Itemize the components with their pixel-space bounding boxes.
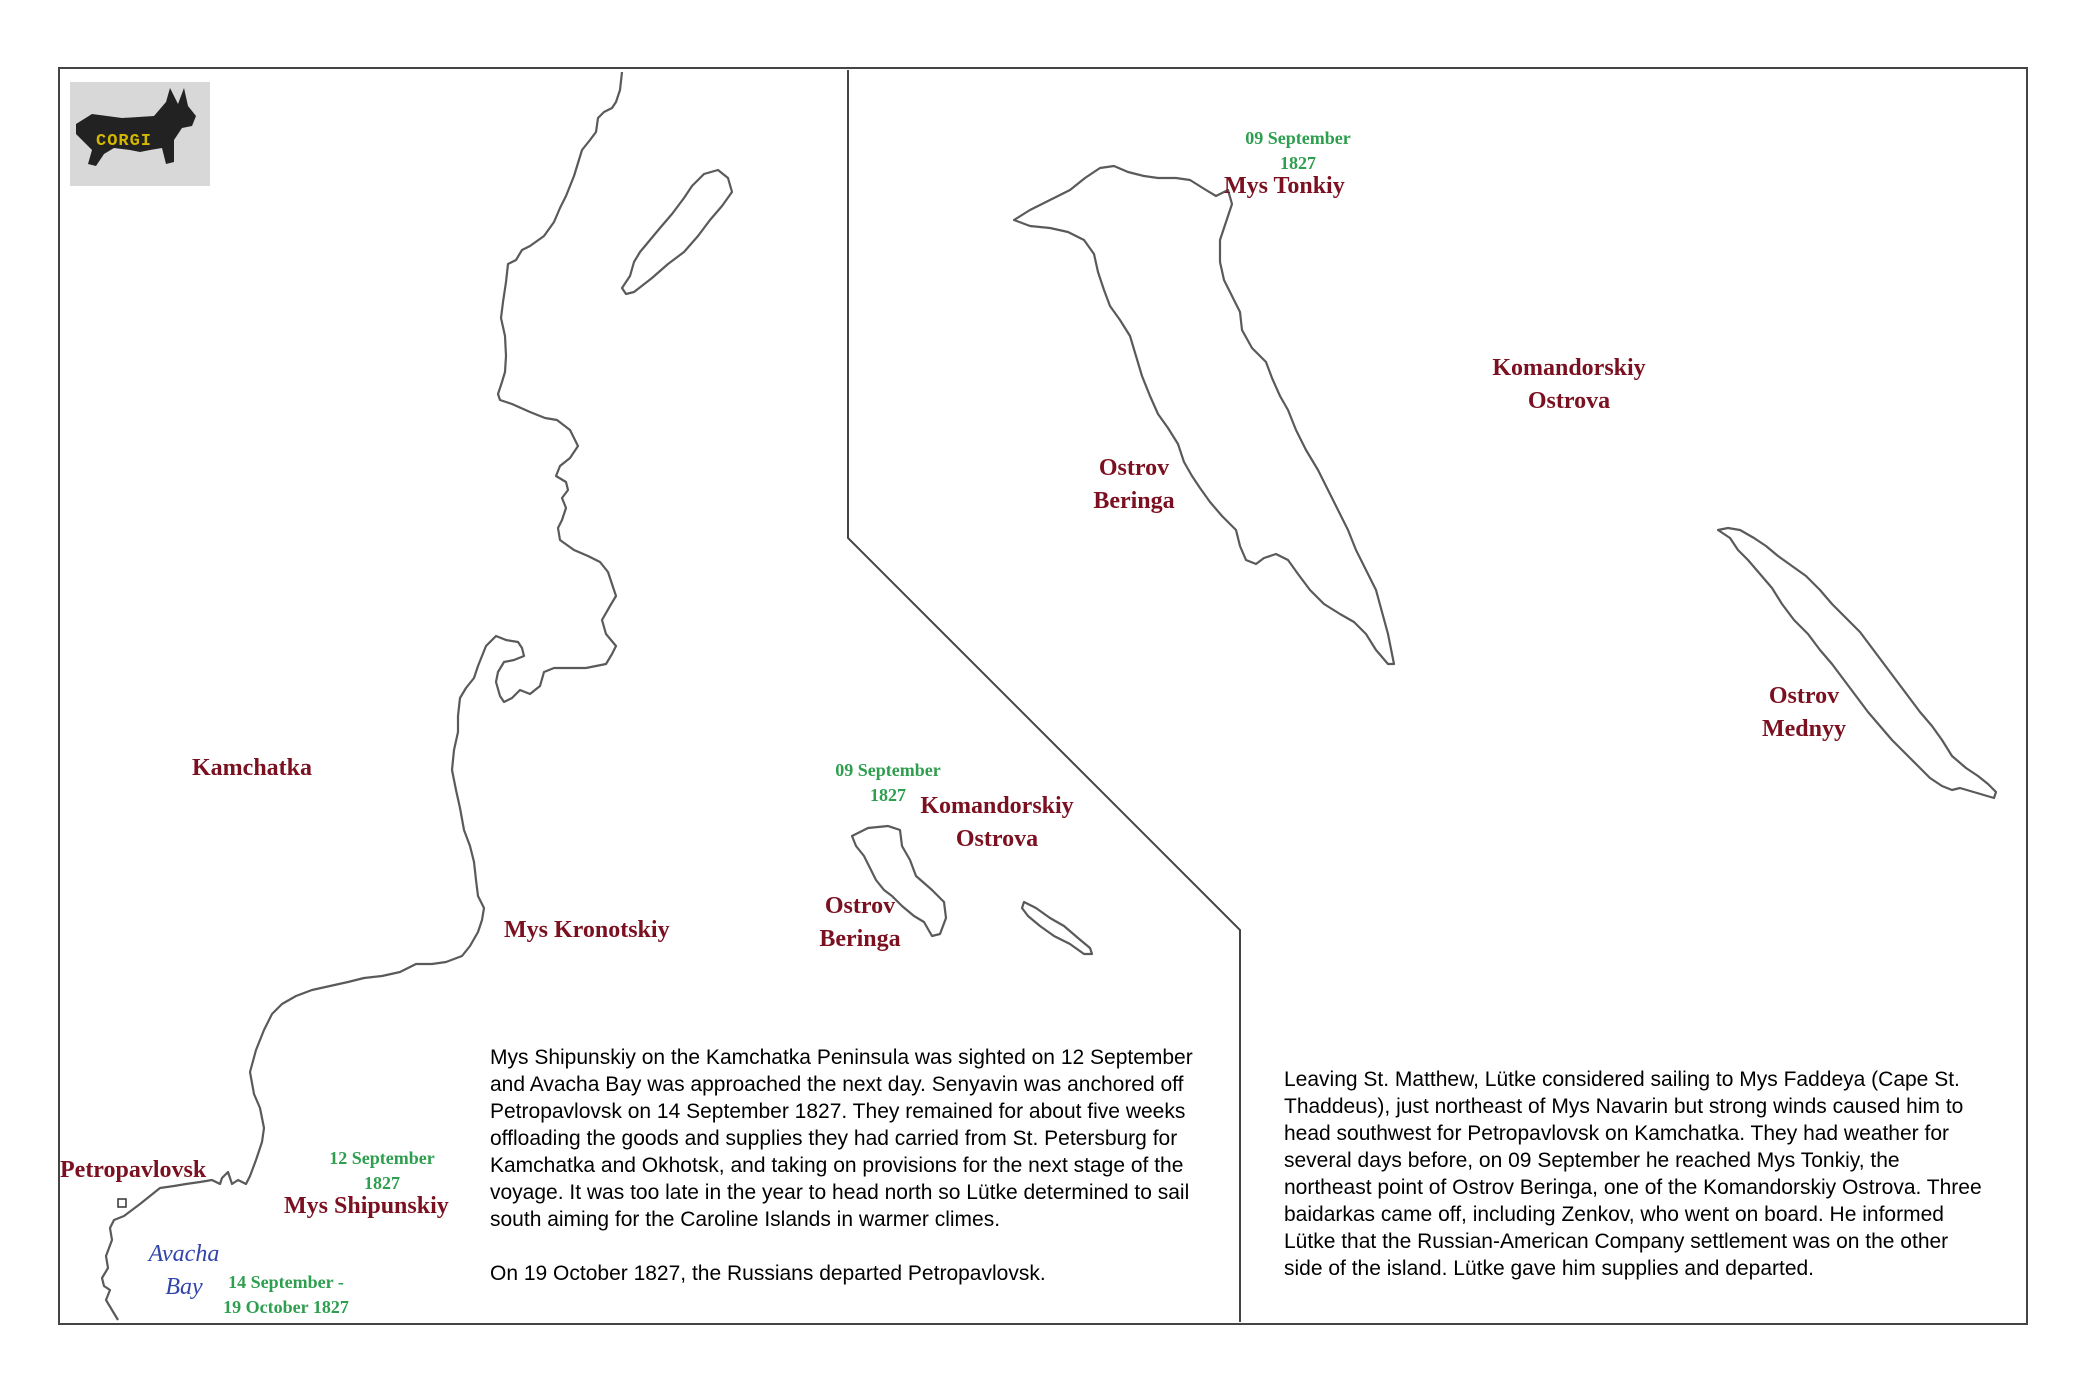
mednyy-island bbox=[1718, 528, 1996, 798]
label-komandorskiy-left-line1: Komandorskiy bbox=[920, 793, 1074, 819]
date-shipunskiy bbox=[320, 1146, 444, 1196]
label-komandorskiy-right bbox=[1484, 352, 1654, 418]
label-petropavlovsk: Petropavlovsk bbox=[60, 1157, 207, 1183]
date-shipunskiy-line2: 1827 bbox=[364, 1173, 400, 1193]
label-avacha-bay-line1: Avacha bbox=[148, 1241, 220, 1267]
label-beringa-right-line2: Beringa bbox=[1093, 488, 1175, 514]
left-narrative-paragraph-1: Mys Shipunskiy on the Kamchatka Peninsula was sighted on 12 September and Avacha Bay was approached the next day. Senyavin was anchored off Petropavlovsk on 14 September 1827. They remained for about five weeks offloading the goods and supplies they had carried from St. Petersburg for Kamchatka and Okhotsk, and taking on provisions for the next stage of the voyage. It was too late in the year to head north so Lütke determined to sail south aiming for the Caroline Islands in warmer climes. bbox=[490, 1046, 1193, 1231]
right-narrative-paragraph: Leaving St. Matthew, Lütke considered sailing to Mys Faddeya (Cape St. Thaddeus), just northeast of Mys Navarin but strong winds caused him to head southwest for Petropavlovsk on Kamchatka. They had weather for several days before, on 09 September he reached Mys Tonkiy, the northeast point of Ostrov Beringa, one of the Komandorskiy Ostrova. Three baidarkas came off, including Zenkov, who went on board. He informed Lütke that the Russian-American Company settlement was on the other side of the island. Lütke gave him supplies and departed. bbox=[1284, 1068, 1982, 1280]
label-beringa-right bbox=[1084, 452, 1184, 518]
label-kamchatka: Kamchatka bbox=[192, 755, 312, 781]
label-komandorskiy-left bbox=[912, 790, 1082, 856]
logo-text: CORGI bbox=[96, 132, 153, 151]
date-tonkiy-line2: 1827 bbox=[1280, 153, 1316, 173]
petropavlovsk-marker bbox=[118, 1199, 126, 1207]
date-avacha-line2: 19 October 1827 bbox=[223, 1297, 349, 1317]
label-komandorskiy-left-line2: Ostrova bbox=[955, 826, 1039, 852]
date-avacha bbox=[210, 1270, 362, 1320]
label-komandorskiy-right-line2: Ostrova bbox=[1527, 388, 1611, 414]
label-avacha-bay-line2: Bay bbox=[165, 1274, 203, 1300]
karaginsky-island bbox=[622, 170, 732, 294]
label-beringa-left bbox=[810, 890, 910, 956]
label-mednyy-line1: Ostrov bbox=[1768, 683, 1840, 709]
date-avacha-line1: 14 September - bbox=[228, 1272, 344, 1292]
small-mednyy-island bbox=[1022, 902, 1092, 954]
label-komandorskiy-right-line1: Komandorskiy bbox=[1492, 355, 1646, 381]
label-mednyy bbox=[1754, 680, 1854, 746]
left-narrative bbox=[490, 1044, 1230, 1287]
date-tonkiy bbox=[1236, 126, 1360, 176]
label-mys-kronotskiy: Mys Kronotskiy bbox=[504, 917, 670, 943]
date-tonkiy-line1: 09 September bbox=[1245, 128, 1351, 148]
corgi-logo bbox=[70, 82, 210, 186]
date-komandorskiy-left-line1: 09 September bbox=[835, 760, 941, 780]
left-narrative-paragraph-2: On 19 October 1827, the Russians departed Petropavlovsk. bbox=[490, 1262, 1046, 1285]
label-beringa-left-line2: Beringa bbox=[819, 926, 901, 952]
date-komandorskiy-left-line2: 1827 bbox=[870, 785, 906, 805]
label-mys-shipunskiy: Mys Shipunskiy bbox=[284, 1193, 449, 1219]
label-mys-tonkiy: Mys Tonkiy bbox=[1224, 173, 1345, 199]
beringa-island bbox=[1014, 166, 1394, 664]
label-mednyy-line2: Mednyy bbox=[1762, 716, 1846, 742]
label-beringa-left-line1: Ostrov bbox=[824, 893, 896, 919]
date-shipunskiy-line1: 12 September bbox=[329, 1148, 435, 1168]
label-beringa-right-line1: Ostrov bbox=[1098, 455, 1170, 481]
right-narrative bbox=[1284, 1066, 1984, 1282]
